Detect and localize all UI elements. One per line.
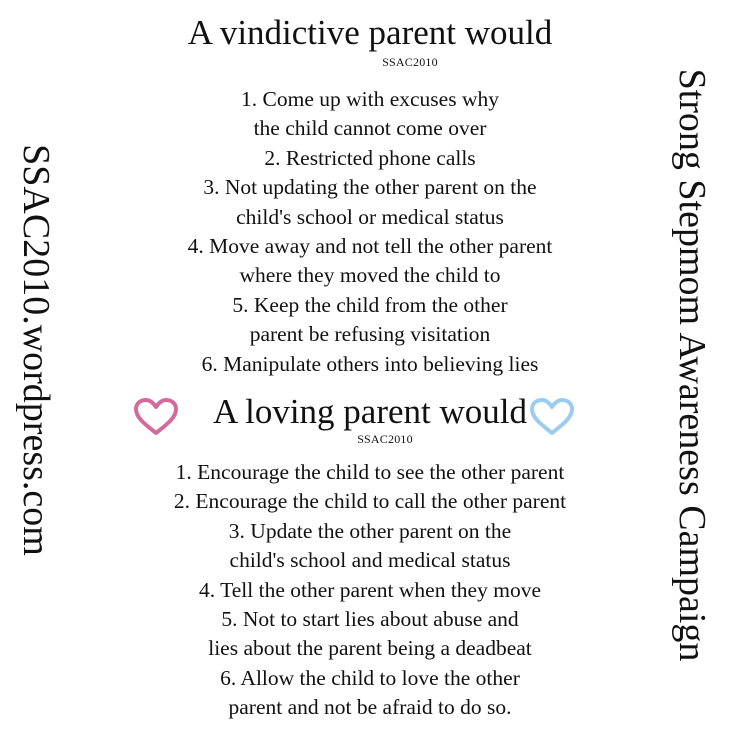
list-line: the child cannot come over bbox=[253, 116, 487, 141]
vindictive-list bbox=[90, 85, 650, 379]
list-line: child's school and medical status bbox=[229, 548, 511, 573]
list-line: 3. Not updating the other parent on the bbox=[203, 175, 537, 200]
vindictive-tag: SSAC2010 bbox=[382, 55, 438, 69]
list-line: parent and not be afraid to do so. bbox=[228, 695, 512, 720]
list-line: 6. Allow the child to love the other bbox=[220, 665, 520, 690]
list-line: 2. Encourage the child to call the other parent bbox=[173, 489, 567, 514]
list-line: 4. Tell the other parent when they move bbox=[199, 577, 541, 602]
list-line: 1. Encourage the child to see the other parent bbox=[175, 460, 565, 484]
loving-heading: A loving parent would bbox=[213, 392, 527, 431]
list-line: 5. Not to start lies about abuse and bbox=[221, 607, 519, 632]
loving-tag: SSAC2010 bbox=[357, 432, 413, 446]
list-line: child's school or medical status bbox=[236, 204, 504, 229]
list-line: 4. Move away and not tell the other parent bbox=[187, 234, 553, 259]
list-line: 5. Keep the child from the other bbox=[232, 292, 508, 317]
list-line: 6. Manipulate others into believing lies bbox=[201, 351, 539, 376]
list-line: lies about the parent being a deadbeat bbox=[208, 636, 532, 661]
vindictive-heading: A vindictive parent would bbox=[187, 13, 553, 52]
list-line: 2. Restricted phone calls bbox=[264, 145, 476, 170]
heart-outline-icon bbox=[528, 397, 576, 437]
loving-list bbox=[90, 458, 650, 723]
list-line: parent be refusing visitation bbox=[249, 322, 491, 347]
side-caption-campaign: Strong Stepmom Awareness Campaign bbox=[671, 68, 713, 662]
heart-outline-stroke bbox=[532, 400, 572, 433]
list-line: where they moved the child to bbox=[239, 263, 501, 288]
list-line: 1. Come up with excuses why bbox=[241, 87, 499, 111]
list-line: 3. Update the other parent on the bbox=[228, 518, 512, 543]
side-caption-website: SSAC2010.wordpress.com bbox=[15, 144, 57, 556]
